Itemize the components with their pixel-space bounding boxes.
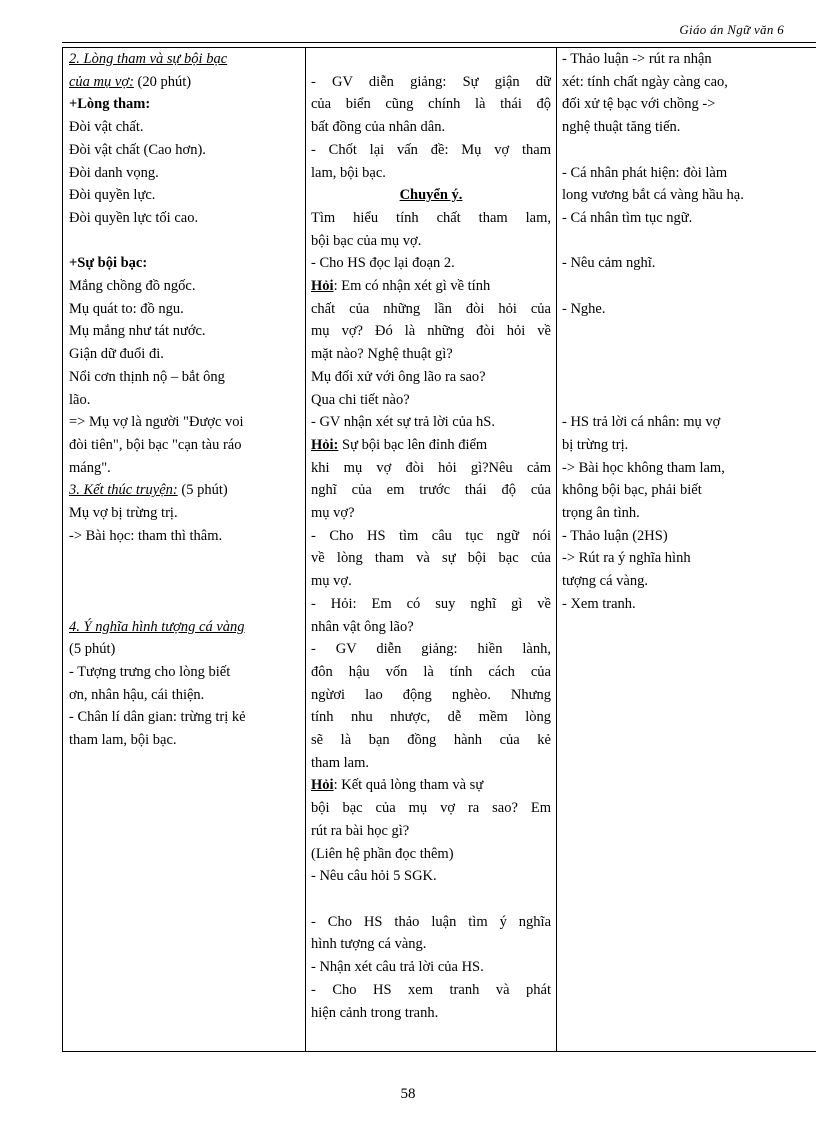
list-item: -> Bài học: tham thì thâm. <box>69 527 223 544</box>
text-line: Mụ đối xử với ông lão ra sao? <box>311 368 486 385</box>
text-line: - Nghe. <box>562 300 606 317</box>
section-time: (5 phút) <box>69 641 116 658</box>
text-line: đôn hậu vốn là tính cách của <box>311 663 551 680</box>
text-line: xét: tính chất ngày càng cao, <box>562 73 728 90</box>
text-line: mụ vợ? <box>311 505 355 522</box>
text-line: : Kết quả lòng tham và sự <box>333 777 484 794</box>
teacher-activity-column <box>311 48 551 1051</box>
text-line: rút ra bài học gì? <box>311 822 410 839</box>
list-item: Mụ mắng như tát nước. <box>69 323 206 340</box>
greed-heading: +Lòng tham: <box>69 96 151 113</box>
question-label: Hỏi <box>311 777 334 794</box>
lesson-table <box>62 47 816 1052</box>
header-rule <box>62 42 816 43</box>
list-item: Mụ quát to: đồ ngu. <box>69 300 184 317</box>
list-item: - Chân lí dân gian: trừng trị kẻ <box>69 709 246 726</box>
text-line: nghệ thuật tăng tiến. <box>562 119 681 136</box>
page-header: Giáo án Ngữ văn 6 <box>679 22 784 37</box>
text-line: ngừơi lao động nghèo. Nhưng <box>311 686 551 703</box>
text-line: Tìm hiểu tính chất tham lam, <box>311 209 551 226</box>
text-line: - Hỏi: Em có suy nghĩ gì về <box>311 595 551 612</box>
list-item: Đòi quyền lực. <box>69 187 156 204</box>
list-item: Đòi vật chất. <box>69 119 144 136</box>
list-item: Mắng chồng đồ ngốc. <box>69 278 196 295</box>
text-line: bội bạc của mụ vợ ra sao? Em <box>311 800 551 817</box>
list-item: Nổi cơn thịnh nộ – bắt ông <box>69 368 225 385</box>
section-2-title: của mụ vợ: <box>69 73 134 90</box>
text-line: - Nêu câu hỏi 5 SGK. <box>311 868 437 885</box>
text-line: hình tượng cá vàng. <box>311 936 427 953</box>
text-line: của biển cũng chính là thái độ <box>311 96 551 113</box>
text-line: trọng ân tình. <box>562 504 640 521</box>
text-line: sẽ là bạn đồng hành của kẻ <box>311 732 551 749</box>
list-item: - Tượng trưng cho lòng biết <box>69 663 231 680</box>
student-activity-column <box>562 48 816 1051</box>
list-item: Giận dữ đuổi đi. <box>69 346 164 363</box>
text-line: - Cá nhân phát hiện: đòi làm <box>562 164 728 181</box>
text-line: không bội bạc, phải biết <box>562 482 702 499</box>
section-4-title: 4. Ý nghĩa hình tượng cá vàng <box>69 618 245 635</box>
text-line: chất của những lần đòi hỏi của <box>311 300 551 317</box>
text-line: bội bạc của mụ vợ. <box>311 232 422 249</box>
text-line: nghĩ của em trước thái độ của <box>311 482 551 499</box>
text-line: lam, bội bạc. <box>311 164 386 181</box>
transition-heading: Chuyển ý. <box>399 187 463 204</box>
list-item: Mụ vợ bị trừng trị. <box>69 505 178 522</box>
section-3-title: 3. Kết thúc truyện: <box>69 482 178 499</box>
conclusion-text: => Mụ vợ là người "Được voi <box>69 414 244 431</box>
text-line: - Cá nhân tìm tục ngữ. <box>562 209 693 226</box>
text-line: - Xem tranh. <box>562 595 636 612</box>
list-item: tham lam, bội bạc. <box>69 732 177 749</box>
text-line: - GV diễn giảng: hiền lành, <box>311 641 551 658</box>
text-line: - Cho HS thảo luận tìm ý nghĩa <box>311 913 551 930</box>
text-line: tính nhu nhược, dễ mềm lòng <box>311 709 551 726</box>
text-line: mụ vợ. <box>311 573 352 590</box>
list-item: Đòi danh vọng. <box>69 164 159 181</box>
text-line: đối xử tệ bạc với chồng -> <box>562 96 716 113</box>
text-line: nhân vật ông lão? <box>311 618 414 635</box>
text-line: - Cho HS tìm câu tục ngữ nói <box>311 527 551 544</box>
content-column <box>69 48 303 1051</box>
text-line: -> Bài học không tham lam, <box>562 459 725 476</box>
text-line: - Cho HS đọc lại đoạn 2. <box>311 255 455 272</box>
section-time: (20 phút) <box>133 73 192 90</box>
text-line: long vương bắt cá vàng hầu hạ. <box>562 187 744 204</box>
conclusion-text: máng". <box>69 459 111 476</box>
text-line: - Nêu cảm nghĩ. <box>562 255 656 272</box>
text-line: về lòng tham và sự bội bạc của <box>311 550 551 567</box>
list-item: ơn, nhân hậu, cái thiện. <box>69 686 205 703</box>
text-line: Sự bội bạc lên đỉnh điểm <box>338 436 488 453</box>
section-2-title: 2. Lòng tham và sự bội bạc <box>69 51 228 67</box>
text-line: - Nhận xét câu trả lời của HS. <box>311 959 484 976</box>
text-line: mụ vợ? Đó là những đòi hỏi về <box>311 323 551 340</box>
text-line: (Liên hệ phần đọc thêm) <box>311 845 454 862</box>
text-line: : Em có nhận xét gì về tính <box>333 278 491 295</box>
text-line: - GV diễn giảng: Sự giận dữ <box>311 73 551 90</box>
text-line: tượng cá vàng. <box>562 573 648 590</box>
text-line: - Thảo luận (2HS) <box>562 527 668 544</box>
text-line: khi mụ vợ đòi hỏi gì?Nêu cảm <box>311 459 551 476</box>
text-line: bất đồng của nhân dân. <box>311 119 446 136</box>
text-line: - Thảo luận -> rút ra nhận <box>562 51 712 67</box>
section-time: (5 phút) <box>177 482 228 499</box>
list-item: lão. <box>69 391 91 408</box>
text-line: mặt nào? Nghệ thuật gì? <box>311 346 453 363</box>
list-item: Đòi vật chất (Cao hơn). <box>69 141 206 158</box>
text-line: - GV nhận xét sự trả lời của hS. <box>311 414 495 431</box>
text-line: Qua chi tiết nào? <box>311 391 410 408</box>
text-line: - HS trả lời cá nhân: mụ vợ <box>562 414 721 431</box>
column-divider <box>556 48 557 1051</box>
text-line: -> Rút ra ý nghĩa hình <box>562 550 691 567</box>
ingratitude-heading: +Sự bội bạc: <box>69 255 148 272</box>
question-label: Hỏi <box>311 278 334 295</box>
text-line: bị trừng trị. <box>562 436 629 453</box>
text-line: hiện cảnh trong tranh. <box>311 1004 439 1021</box>
conclusion-text: đòi tiên", bội bạc "cạn tàu ráo <box>69 436 242 453</box>
text-line: - Cho HS xem tranh và phát <box>311 981 551 998</box>
text-line: - Chốt lại vấn đề: Mụ vợ tham <box>311 141 551 158</box>
question-label: Hỏi: <box>311 436 339 453</box>
text-line: tham lam. <box>311 754 369 771</box>
list-item: Đòi quyền lực tối cao. <box>69 209 199 226</box>
column-divider <box>305 48 306 1051</box>
page-number: 58 <box>400 1086 416 1102</box>
